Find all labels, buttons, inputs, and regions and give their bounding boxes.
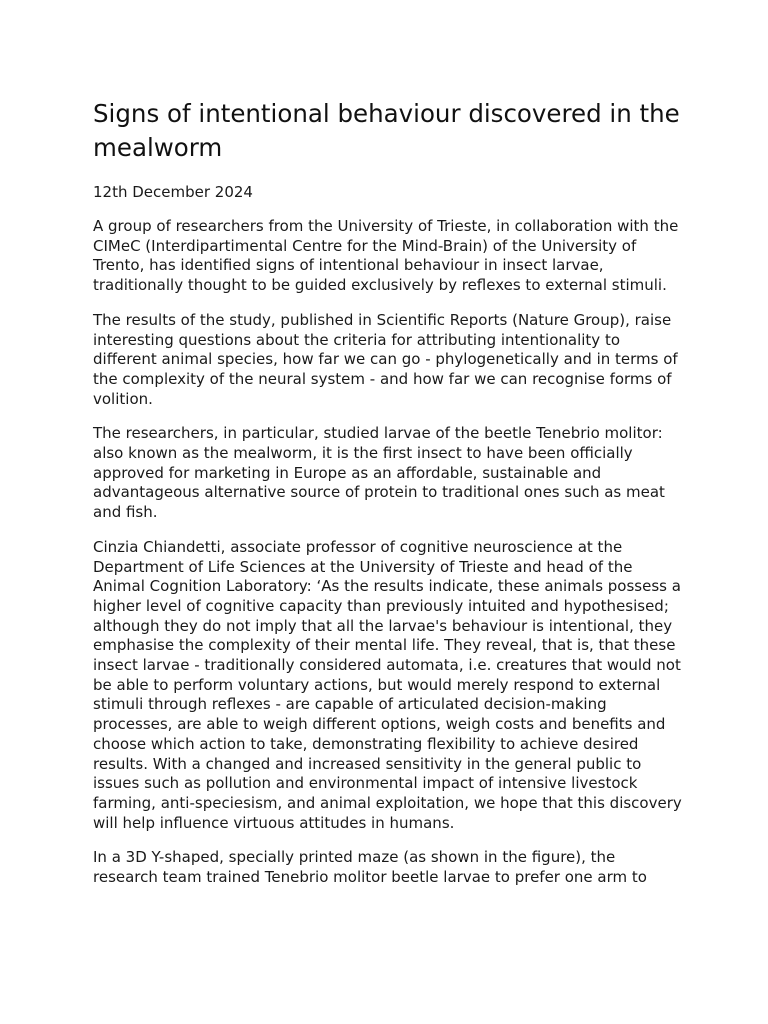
- article-paragraph: A group of researchers from the University of Trieste, in collaboration with the CIMeC (Interdipartimental Centre for the Mind-Brain) of the University of Trento, has identified signs of intentional behaviour in insect larvae, traditionally thought to be guided exclusively by reflexes to external stimuli.: [93, 217, 679, 295]
- article-paragraph: The researchers, in particular, studied larvae of the beetle Tenebrio molitor: also known as the mealworm, it is the first insect to have been officially approved for marketing in Europe as an affordable, sustainable and advantageous alternative source of protein to traditional ones such as meat and fish.: [93, 424, 665, 522]
- article: [93, 97, 683, 888]
- article-paragraph: In a 3D Y-shaped, specially printed maze (as shown in the figure), the research team trained Tenebrio molitor beetle larvae to prefer one arm to: [93, 848, 647, 887]
- article-title: Signs of intentional behaviour discovered in the mealworm: [93, 99, 680, 162]
- article-paragraph: The results of the study, published in Scientific Reports (Nature Group), raise interesting questions about the criteria for attributing intentionality to different animal species, how far we can go - phylogenetically and in terms of the complexity of the neural system - and how far we can recognise forms of volition.: [93, 310, 678, 408]
- article-date: 12th December 2024: [93, 183, 253, 201]
- article-paragraph: Cinzia Chiandetti, associate professor of cognitive neuroscience at the Department of Life Sciences at the University of Trieste and head of the Animal Cognition Laboratory: ‘As the results indicate, these animals possess a higher level of cognitive capacity than previously intuited and hypothesised; although they do not imply that all the larvae's behaviour is intentional, they emphasise the complexity of their mental life. They reveal, that is, that these insect larvae - traditionally considered automata, i.e. creatures that would not be able to perform voluntary actions, but would merely respond to external stimuli through reflexes - are capable of articulated decision-making processes, are able to weigh different options, weigh costs and benefits and choose which action to take, demonstrating flexibility to achieve desired results. With a changed and increased sensitivity in the general public to issues such as pollution and environmental impact of intensive livestock farming, anti-speciesism, and animal exploitation, we hope that this discovery will help influence virtuous attitudes in humans.: [93, 537, 682, 832]
